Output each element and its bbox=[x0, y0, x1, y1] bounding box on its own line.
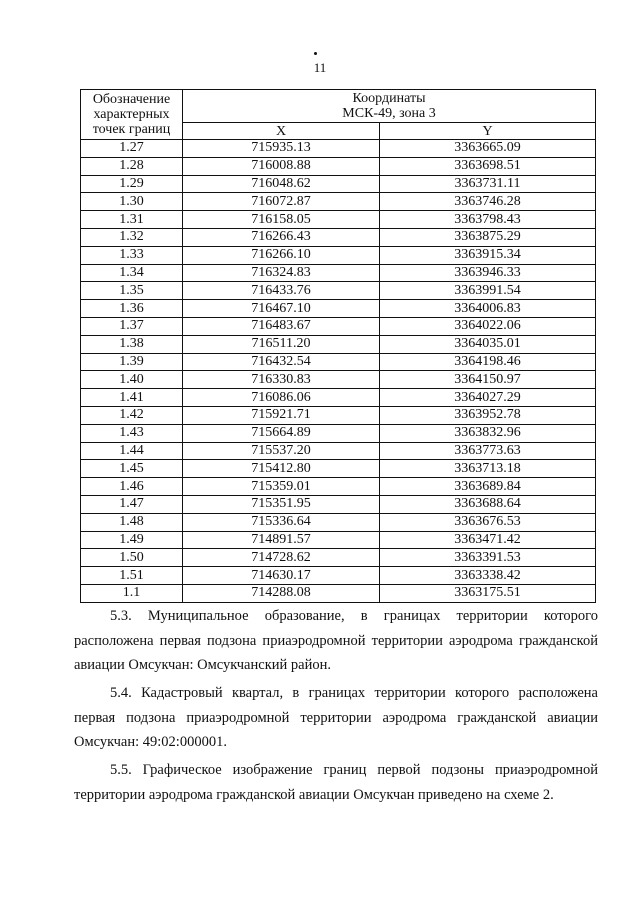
x-cell: 716433.76 bbox=[183, 282, 380, 300]
table-row bbox=[81, 175, 596, 193]
table-row bbox=[81, 264, 596, 282]
x-cell: 716330.83 bbox=[183, 371, 380, 389]
point-cell: 1.50 bbox=[81, 549, 183, 567]
x-cell: 715537.20 bbox=[183, 442, 380, 460]
header-x: X bbox=[183, 123, 380, 140]
y-cell: 3363991.54 bbox=[380, 282, 596, 300]
point-cell: 1.27 bbox=[81, 140, 183, 158]
x-cell: 716266.43 bbox=[183, 228, 380, 246]
x-cell: 715412.80 bbox=[183, 460, 380, 478]
point-cell: 1.47 bbox=[81, 495, 183, 513]
table-row bbox=[81, 531, 596, 549]
point-cell: 1.40 bbox=[81, 371, 183, 389]
table-row bbox=[81, 211, 596, 229]
table-row bbox=[81, 228, 596, 246]
header-y: Y bbox=[380, 123, 596, 140]
header-coordinates-label: Координаты bbox=[352, 91, 426, 106]
y-cell: 3363688.64 bbox=[380, 495, 596, 513]
table-row bbox=[81, 549, 596, 567]
header-coordinate-system: МСК-49, зона 3 bbox=[342, 106, 436, 121]
y-cell: 3363698.51 bbox=[380, 157, 596, 175]
x-cell: 716324.83 bbox=[183, 264, 380, 282]
point-cell: 1.39 bbox=[81, 353, 183, 371]
point-cell: 1.1 bbox=[81, 584, 183, 602]
point-cell: 1.49 bbox=[81, 531, 183, 549]
y-cell: 3363915.34 bbox=[380, 246, 596, 264]
point-cell: 1.42 bbox=[81, 406, 183, 424]
x-cell: 716008.88 bbox=[183, 157, 380, 175]
paragraph-5-3: 5.3. Муниципальное образование, в границах территории которого расположена первая подзона приаэродромной территории аэродрома гражданской авиации Омсукчан: Омсукчанский район. bbox=[74, 608, 598, 673]
point-cell: 1.48 bbox=[81, 513, 183, 531]
table-row bbox=[81, 282, 596, 300]
x-cell: 714728.62 bbox=[183, 549, 380, 567]
x-cell: 715921.71 bbox=[183, 406, 380, 424]
x-cell: 715935.13 bbox=[183, 140, 380, 158]
x-cell: 716483.67 bbox=[183, 317, 380, 335]
point-cell: 1.51 bbox=[81, 567, 183, 585]
y-cell: 3363952.78 bbox=[380, 406, 596, 424]
table-row bbox=[81, 140, 596, 158]
x-cell: 715359.01 bbox=[183, 478, 380, 496]
point-cell: 1.35 bbox=[81, 282, 183, 300]
point-cell: 1.29 bbox=[81, 175, 183, 193]
y-cell: 3363471.42 bbox=[380, 531, 596, 549]
point-cell: 1.45 bbox=[81, 460, 183, 478]
x-cell: 716086.06 bbox=[183, 389, 380, 407]
point-cell: 1.43 bbox=[81, 424, 183, 442]
point-cell: 1.31 bbox=[81, 211, 183, 229]
y-cell: 3363875.29 bbox=[380, 228, 596, 246]
paragraph-5-4: 5.4. Кадастровый квартал, в границах территории которого расположена первая подзона приаэродромной территории аэродрома гражданской авиации Омсукчан: 49:02:000001. bbox=[74, 685, 598, 750]
table-row bbox=[81, 567, 596, 585]
x-cell: 716266.10 bbox=[183, 246, 380, 264]
point-cell: 1.38 bbox=[81, 335, 183, 353]
table-row bbox=[81, 513, 596, 531]
point-cell: 1.33 bbox=[81, 246, 183, 264]
y-cell: 3363773.63 bbox=[380, 442, 596, 460]
header-coordinates bbox=[183, 90, 596, 123]
y-cell: 3364027.29 bbox=[380, 389, 596, 407]
table-row bbox=[81, 300, 596, 318]
x-cell: 716467.10 bbox=[183, 300, 380, 318]
x-cell: 714288.08 bbox=[183, 584, 380, 602]
header-point-designation: Обозначение характерных точек границ bbox=[81, 90, 183, 140]
table-row bbox=[81, 495, 596, 513]
point-cell: 1.28 bbox=[81, 157, 183, 175]
y-cell: 3363798.43 bbox=[380, 211, 596, 229]
point-cell: 1.44 bbox=[81, 442, 183, 460]
table-row bbox=[81, 371, 596, 389]
table-row bbox=[81, 317, 596, 335]
table-row bbox=[81, 157, 596, 175]
table-row bbox=[81, 424, 596, 442]
point-cell: 1.37 bbox=[81, 317, 183, 335]
coordinates-table bbox=[80, 89, 596, 603]
point-cell: 1.36 bbox=[81, 300, 183, 318]
table-row bbox=[81, 353, 596, 371]
x-cell: 715351.95 bbox=[183, 495, 380, 513]
paragraph-5-5: 5.5. Графическое изображение границ первой подзоны приаэродромной территории аэродрома гражданской авиации Омсукчан приведено на схеме 2. bbox=[74, 762, 598, 803]
table-row bbox=[81, 478, 596, 496]
x-cell: 716072.87 bbox=[183, 193, 380, 211]
x-cell: 714630.17 bbox=[183, 567, 380, 585]
y-cell: 3363946.33 bbox=[380, 264, 596, 282]
y-cell: 3363713.18 bbox=[380, 460, 596, 478]
point-cell: 1.30 bbox=[81, 193, 183, 211]
y-cell: 3363832.96 bbox=[380, 424, 596, 442]
table-row bbox=[81, 335, 596, 353]
table-row bbox=[81, 460, 596, 478]
point-cell: 1.32 bbox=[81, 228, 183, 246]
y-cell: 3363676.53 bbox=[380, 513, 596, 531]
y-cell: 3363689.84 bbox=[380, 478, 596, 496]
y-cell: 3364198.46 bbox=[380, 353, 596, 371]
table-row bbox=[81, 193, 596, 211]
y-cell: 3364035.01 bbox=[380, 335, 596, 353]
y-cell: 3363175.51 bbox=[380, 584, 596, 602]
point-cell: 1.41 bbox=[81, 389, 183, 407]
y-cell: 3364022.06 bbox=[380, 317, 596, 335]
point-cell: 1.46 bbox=[81, 478, 183, 496]
x-cell: 715664.89 bbox=[183, 424, 380, 442]
table-row bbox=[81, 406, 596, 424]
table-row bbox=[81, 442, 596, 460]
scan-dot bbox=[314, 52, 317, 55]
y-cell: 3363665.09 bbox=[380, 140, 596, 158]
x-cell: 715336.64 bbox=[183, 513, 380, 531]
y-cell: 3364150.97 bbox=[380, 371, 596, 389]
x-cell: 716432.54 bbox=[183, 353, 380, 371]
table-row bbox=[81, 584, 596, 602]
x-cell: 714891.57 bbox=[183, 531, 380, 549]
x-cell: 716048.62 bbox=[183, 175, 380, 193]
y-cell: 3363731.11 bbox=[380, 175, 596, 193]
point-cell: 1.34 bbox=[81, 264, 183, 282]
table-row bbox=[81, 389, 596, 407]
coordinates-table-body bbox=[81, 140, 596, 603]
y-cell: 3363746.28 bbox=[380, 193, 596, 211]
x-cell: 716511.20 bbox=[183, 335, 380, 353]
y-cell: 3364006.83 bbox=[380, 300, 596, 318]
y-cell: 3363391.53 bbox=[380, 549, 596, 567]
x-cell: 716158.05 bbox=[183, 211, 380, 229]
table-row bbox=[81, 246, 596, 264]
page-number: 11 bbox=[313, 60, 327, 75]
y-cell: 3363338.42 bbox=[380, 567, 596, 585]
